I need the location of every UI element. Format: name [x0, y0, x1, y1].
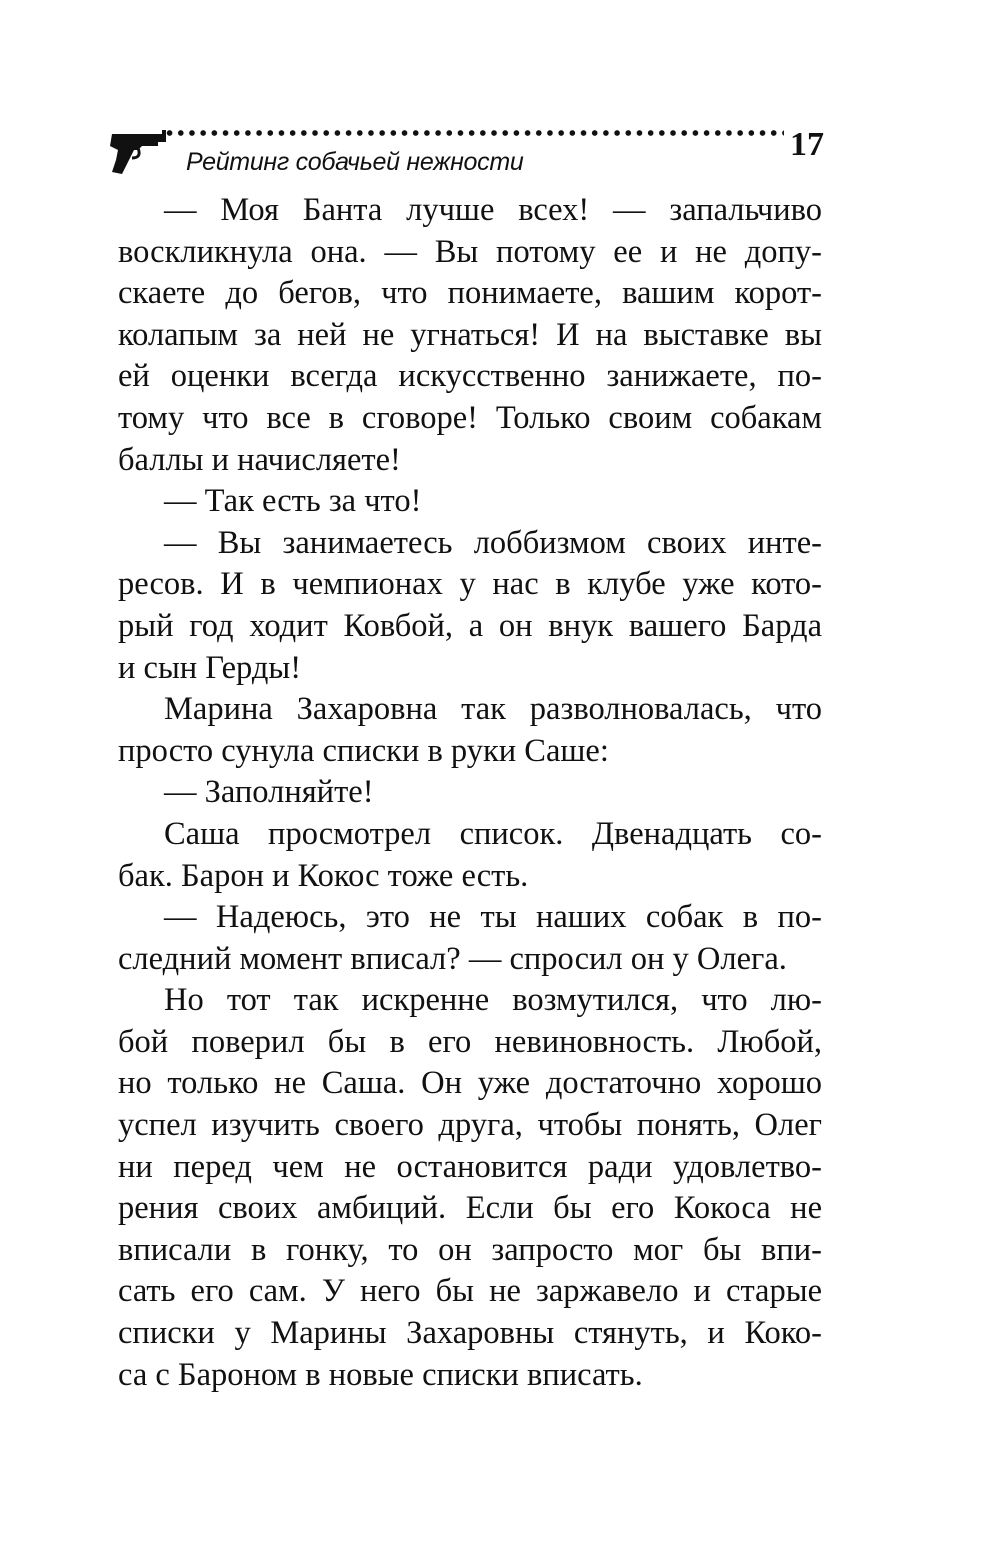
text-line: рения своих амбиций. Если бы его Кокоса не — [118, 1190, 822, 1227]
text-line: успел изучить своего друга, чтобы понять, Олег — [118, 1107, 822, 1144]
page-header — [108, 118, 824, 188]
text-line: ресов. И в чемпионах у нас в клубе уже кото- — [118, 566, 822, 603]
body-text — [118, 190, 822, 1396]
text-line: вписали в гонку, то он запросто мог бы впи- — [118, 1231, 822, 1268]
text-line: скаете до бегов, что понимаете, вашим корот- — [118, 275, 822, 312]
text-line: баллы и начисляете! — [118, 441, 401, 478]
pistol-icon — [108, 128, 170, 176]
text-line: са с Бароном в новые списки вписать. — [118, 1356, 643, 1393]
text-line: тому что все в сговоре! Только своим собакам — [118, 399, 822, 436]
text-line: рый год ходит Ковбой, а он внук вашего Барда — [118, 607, 822, 644]
text-line: Саша просмотрел список. Двенадцать со- — [164, 815, 822, 852]
text-line: Но тот так искренне возмутился, что лю- — [164, 982, 822, 1019]
text-line: сать его сам. У него бы не заржавело и старые — [118, 1273, 822, 1310]
text-line: и сын Герды! — [118, 649, 302, 686]
text-line: — Так есть за что! — [164, 483, 422, 520]
text-line: бой поверил бы в его невиновность. Любой, — [118, 1023, 822, 1060]
text-line: воскликнула она. — Вы потому ее и не допу- — [118, 233, 822, 270]
text-line: но только не Саша. Он уже достаточно хорошо — [118, 1065, 822, 1102]
text-line: — Надеюсь, это не ты наших собак в по- — [164, 899, 822, 936]
text-line: колапым за ней не угнаться! И на выставке вы — [118, 316, 822, 353]
header-dotted-rule — [164, 128, 784, 138]
page-number: 17 — [790, 126, 824, 163]
text-line: ей оценки всегда искусственно занижаете, по- — [118, 358, 822, 395]
running-title: Рейтинг собачьей нежности — [186, 148, 524, 176]
text-line: Марина Захаровна так разволновалась, что — [164, 691, 822, 728]
text-line: бак. Барон и Кокос тоже есть. — [118, 857, 529, 894]
text-line: следний момент вписал? — спросил он у Олега. — [118, 940, 787, 977]
text-line: — Вы занимаетесь лоббизмом своих инте- — [164, 524, 822, 561]
text-line: — Заполняйте! — [164, 774, 374, 811]
text-line: ни перед чем не остановится ради удовлетво- — [118, 1148, 822, 1185]
text-line: списки у Марины Захаровны стянуть, и Коко- — [118, 1315, 822, 1352]
text-line: просто сунула списки в руки Саше: — [118, 732, 609, 769]
text-line: — Моя Банта лучше всех! — запальчиво — [164, 192, 822, 228]
